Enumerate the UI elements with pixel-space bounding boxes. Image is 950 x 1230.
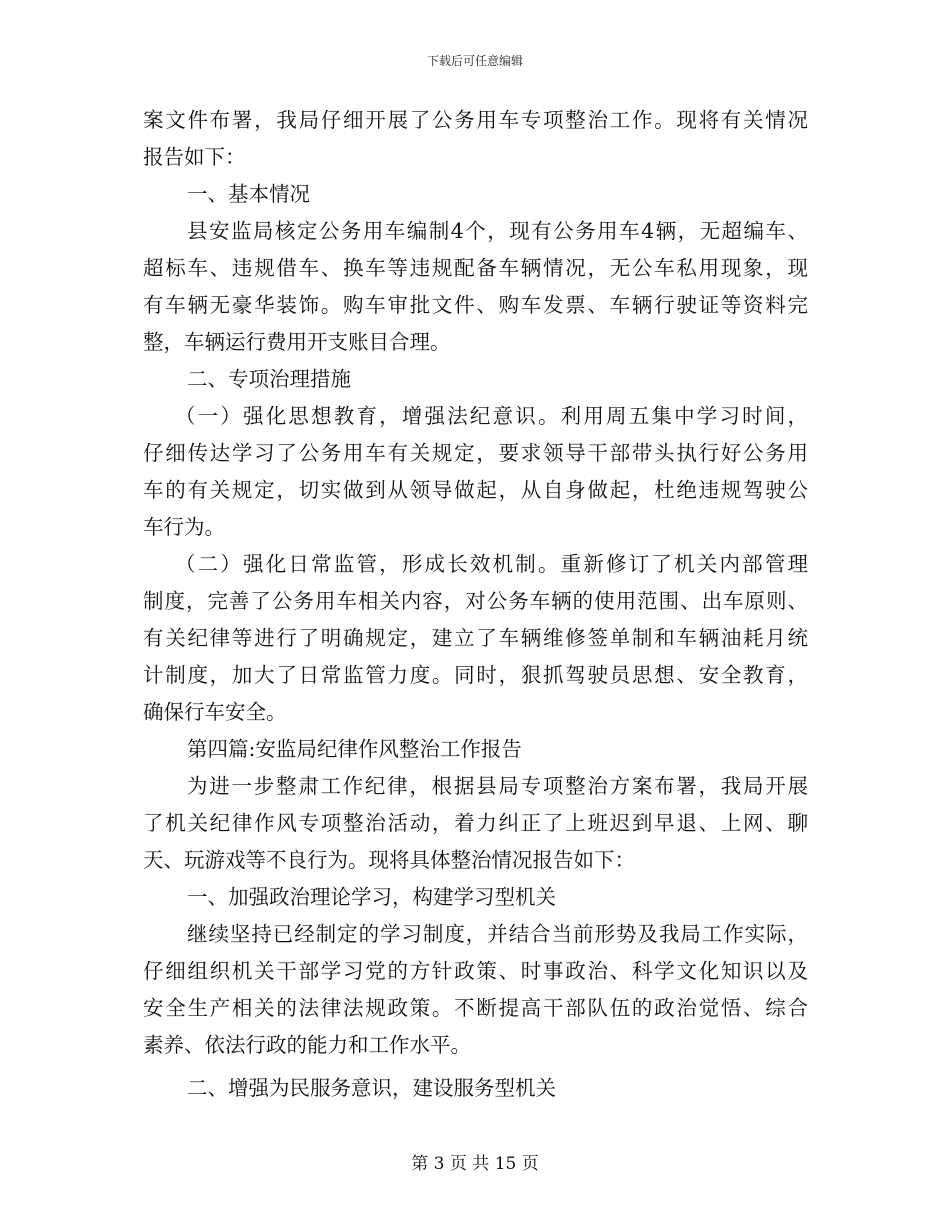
- section-heading: 一、基本情况: [187, 182, 310, 206]
- page-footer: 第 3 页 共 15 页: [411, 1154, 539, 1174]
- text-line: （二）强化日常监管，形成长效机制。重新修订了机关内部管理: [175, 552, 808, 576]
- text-line: （一）强化思想教育，增强法纪意识。利用周五集中学习时间，: [175, 404, 808, 428]
- text-line: 制度，完善了公务用车相关内容，对公务车辆的使用范围、出车原则、: [143, 589, 808, 613]
- text-line: 车行为。: [143, 515, 225, 539]
- article-title: 第四篇:安监局纪律作风整治工作报告: [187, 737, 522, 761]
- text-line: 了机关纪律作风专项整治活动，着力纠正了上班迟到早退、上网、聊: [143, 811, 808, 835]
- text-line: 安全生产相关的法律法规政策。不断提高干部队伍的政治觉悟、综合: [143, 996, 808, 1020]
- text-line: 案文件布署，我局仔细开展了公务用车专项整治工作。现将有关情况: [143, 108, 808, 132]
- text-line: 有车辆无豪华装饰。购车审批文件、购车发票、车辆行驶证等资料完: [143, 293, 808, 317]
- text-line: 县安监局核定公务用车编制4个，现有公务用车4辆，无超编车、: [187, 219, 808, 243]
- section-heading: 二、增强为民服务意识，建设服务型机关: [187, 1076, 556, 1100]
- document-body: [143, 102, 808, 1107]
- text-line: 天、玩游戏等不良行为。现将具体整治情况报告如下：: [143, 848, 635, 872]
- text-line: 仔细传达学习了公务用车有关规定，要求领导干部带头执行好公务用: [143, 441, 808, 465]
- section-heading: 二、专项治理措施: [187, 367, 351, 391]
- section-heading: 一、加强政治理论学习，构建学习型机关: [187, 885, 556, 909]
- text-line: 确保行车安全。: [143, 700, 287, 724]
- text-line: 有关纪律等进行了明确规定，建立了车辆维修签单制和车辆油耗月统: [143, 626, 808, 650]
- text-line: 仔细组织机关干部学习党的方针政策、时事政治、科学文化知识以及: [143, 959, 808, 983]
- page-header: 下载后可任意编辑: [426, 54, 523, 68]
- text-line: 素养、依法行政的能力和工作水平。: [143, 1033, 471, 1057]
- text-line: 车的有关规定，切实做到从领导做起，从自身做起，杜绝违规驾驶公: [143, 478, 808, 502]
- text-line: 计制度，加大了日常监管力度。同时，狠抓驾驶员思想、安全教育，: [143, 663, 808, 687]
- text-line: 为进一步整肃工作纪律，根据县局专项整治方案布署，我局开展: [187, 774, 808, 798]
- text-line: 超标车、违规借车、换车等违规配备车辆情况，无公车私用现象，现: [143, 256, 808, 280]
- text-line: 报告如下：: [143, 145, 246, 169]
- text-line: 继续坚持已经制定的学习制度，并结合当前形势及我局工作实际，: [187, 922, 808, 946]
- text-line: 整，车辆运行费用开支账目合理。: [143, 330, 451, 354]
